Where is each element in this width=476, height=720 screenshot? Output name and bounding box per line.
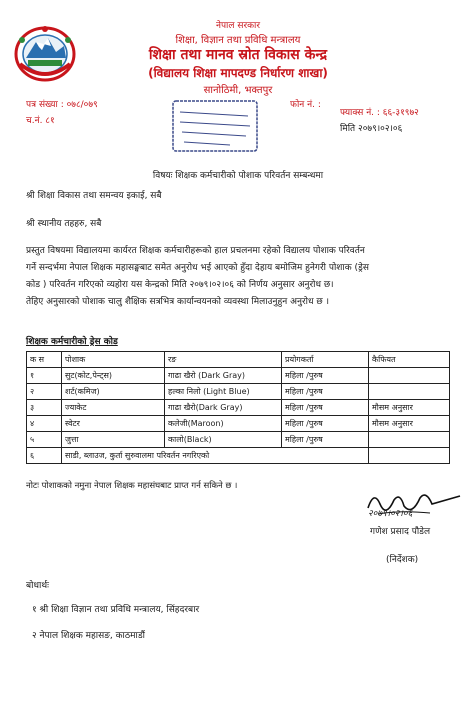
- table-cell: गाढा खैरो(Dark Gray): [165, 400, 282, 416]
- table-cell: १: [27, 368, 62, 384]
- cc-title: बोधार्थः: [26, 581, 49, 591]
- signature-date: २०७९।०२।०६: [368, 509, 413, 519]
- header-government: नेपाल सरकार: [215, 21, 261, 31]
- table-cell: महिला /पुरुष: [282, 432, 369, 448]
- header-place: सानोठिमी, भक्तपुर: [203, 85, 273, 96]
- table-cell: [369, 384, 450, 400]
- table-cell: स्वेटर: [62, 416, 165, 432]
- table-row: [27, 448, 450, 464]
- subject-line: विषयः शिक्षक कर्मचारीको पोशाक परिवर्तन सम्बन्धमा: [152, 171, 324, 181]
- column-header: प्रयोगकर्ता: [282, 352, 369, 368]
- body-line: प्रस्तुत विषयमा विद्यालयमा कार्यरत शिक्षक कर्मचारीहरूको हाल प्रचलनमा रहेको विद्यालय पोशाक परिवर्तन: [26, 246, 365, 256]
- cc-item: १ श्री शिक्षा विज्ञान तथा प्रविधि मन्त्रालय, सिंहदरबार: [32, 605, 200, 615]
- table-row: [27, 416, 450, 432]
- dress-code-table: [26, 351, 450, 464]
- table-cell: हल्का निलो (Light Blue): [165, 384, 282, 400]
- column-header: पोशाक: [62, 352, 165, 368]
- table-cell: महिला /पुरुष: [282, 368, 369, 384]
- table-header-row: [27, 352, 450, 368]
- table-cell: २: [27, 384, 62, 400]
- table-cell: शर्ट(कमिज): [62, 384, 165, 400]
- table-cell: ३: [27, 400, 62, 416]
- signer-name: गणेश प्रसाद पौडेल: [370, 527, 431, 537]
- body-paragraph: [26, 243, 446, 311]
- table-cell: महिला /पुरुष: [282, 400, 369, 416]
- cc-item: २ नेपाल शिक्षक महासङ, काठमाडौं: [32, 631, 145, 641]
- phone-label: फोन नं. :: [290, 100, 321, 110]
- table-cell: मौसम अनुसार: [369, 400, 450, 416]
- column-header: कैफियत: [369, 352, 450, 368]
- header-center: शिक्षा तथा मानव स्रोत विकास केन्द्र: [148, 47, 328, 63]
- column-header: रङ: [165, 352, 282, 368]
- addressee-1: श्री शिक्षा विकास तथा समन्वय इकाई, सबै: [26, 191, 162, 201]
- table-cell: [369, 448, 450, 464]
- table-cell: जुत्ता: [62, 432, 165, 448]
- note-text: नोटः पोशाकको नमुना नेपाल शिक्षक महासंघबाट प्राप्त गर्न सकिने छ ।: [26, 481, 238, 491]
- table-cell: गाढा खैरो (Dark Gray): [165, 368, 282, 384]
- table-row: [27, 432, 450, 448]
- body-line: गर्ने सन्दर्भमा नेपाल शिक्षक महासङ्घबाट समेत अनुरोध भई आएको हुँदा देहाय बमोजिम हुनेगरी पोशाक (ड्रेस: [26, 263, 369, 273]
- table-cell: ५: [27, 432, 62, 448]
- table-cell: [369, 368, 450, 384]
- table-cell: ज्याकेट: [62, 400, 165, 416]
- table-cell: मौसम अनुसार: [369, 416, 450, 432]
- table-cell: ४: [27, 416, 62, 432]
- signer-title: (निर्देशक): [386, 555, 419, 565]
- table-cell: [369, 432, 450, 448]
- table-cell: महिला /पुरुष: [282, 384, 369, 400]
- table-cell: कलेजी(Maroon): [165, 416, 282, 432]
- body-line: तेहिए अनुसारको पोशाक चालु शैक्षिक सत्रभित्र कार्यान्वयनको व्यवस्था मिलाउनुहुन अनुरोध छ ।: [26, 297, 329, 307]
- table-row: [27, 384, 450, 400]
- table-row: [27, 400, 450, 416]
- fax-number: फ्याक्स नं. : ६६-३१९७२: [340, 108, 419, 118]
- table-row: [27, 368, 450, 384]
- letter-number: पत्र संख्या : ०७८/०७९: [26, 100, 98, 110]
- table-cell: कालो(Black): [165, 432, 282, 448]
- header-ministry: शिक्षा, विज्ञान तथा प्रविधि मन्त्रालय: [175, 35, 301, 46]
- table-cell: सुट(कोट,पेन्ट्स): [62, 368, 165, 384]
- column-header: क स: [27, 352, 62, 368]
- body-line: कोड ) परिवर्तन गरिएको व्यहोरा यस केन्द्रको मिति २०७९।०२।०६ को निर्णय अनुसार अनुरोध छ।: [26, 280, 334, 290]
- table-cell: ६: [27, 448, 62, 464]
- table-cell: साडी, ब्लाउज, कुर्ता सुरुवालमा परिवर्तन नगरिएको: [62, 448, 369, 464]
- table-cell: महिला /पुरुष: [282, 416, 369, 432]
- letter-date: मिति २०७९।०२।०६: [340, 124, 403, 134]
- addressee-2: श्री स्थानीय तहहरु, सबै: [26, 219, 102, 229]
- reference-number: च.नं. ८१: [26, 116, 55, 126]
- office-stamp-icon: [170, 98, 260, 154]
- dress-code-title: शिक्षक कर्मचारीको ड्रेस कोड: [26, 337, 118, 347]
- header-section: (विद्यालय शिक्षा मापदण्ड निर्धारण शाखा): [148, 66, 328, 80]
